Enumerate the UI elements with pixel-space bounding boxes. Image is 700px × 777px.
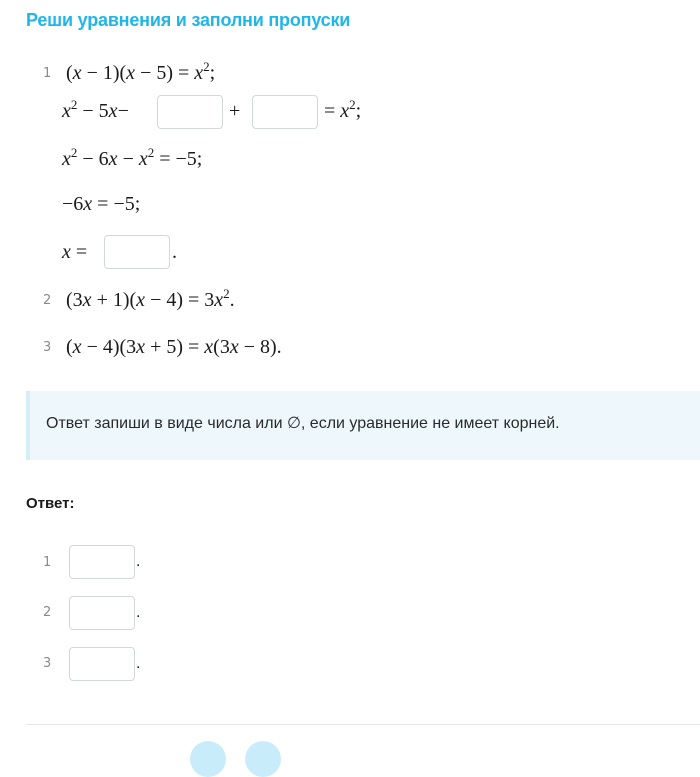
blank-input-2[interactable] xyxy=(252,95,318,129)
equation-number-1: 1 xyxy=(43,66,52,81)
answer-number-1: 1 xyxy=(43,555,52,570)
task-title: Реши уравнения и заполни пропуски xyxy=(26,10,351,30)
answer-input-3[interactable] xyxy=(69,647,135,681)
answer-label: Ответ: xyxy=(26,495,75,512)
hint-box xyxy=(26,391,700,460)
nav-button-left[interactable] xyxy=(190,741,226,777)
answer-number-3: 3 xyxy=(43,656,52,671)
equation-3: (x − 4)(3x + 5) = x(3x − 8). xyxy=(66,336,282,358)
answer-number-2: 2 xyxy=(43,605,52,620)
nav-button-right[interactable] xyxy=(245,741,281,777)
equation-1: $(x - 1)(x - 5) = x^2$; xyxy=(66,59,216,84)
answer-dot-3: . xyxy=(136,655,141,672)
blank-input-1[interactable] xyxy=(157,95,223,129)
equation-number-3: 3 xyxy=(43,340,52,355)
period: . xyxy=(172,241,177,263)
hint-text: Ответ запиши в виде числа или ∅, если уравнение не имеет корней. xyxy=(46,415,560,432)
equation-number-2: 2 xyxy=(43,293,52,308)
equation-1-step-3: −6x = −5; xyxy=(62,193,141,215)
plus-sign: + xyxy=(229,100,241,122)
equation-1-step-1-left: $x^2 - 5x-$ xyxy=(62,97,129,122)
blank-input-3[interactable] xyxy=(104,235,170,269)
answer-dot-2: . xyxy=(136,604,141,621)
answer-input-2[interactable] xyxy=(69,596,135,630)
divider xyxy=(26,724,700,725)
equation-1-step-4-left: x = xyxy=(62,241,88,263)
equation-1-step-2: $x^2 - 6x - x^2 = -5$; xyxy=(62,145,203,170)
equation-1-step-1-right: = $x^2$; xyxy=(324,97,362,122)
equation-2: $(3x + 1)(x - 4) = 3x^2$. xyxy=(66,286,235,311)
answer-dot-1: . xyxy=(136,553,141,570)
answer-input-1[interactable] xyxy=(69,545,135,579)
